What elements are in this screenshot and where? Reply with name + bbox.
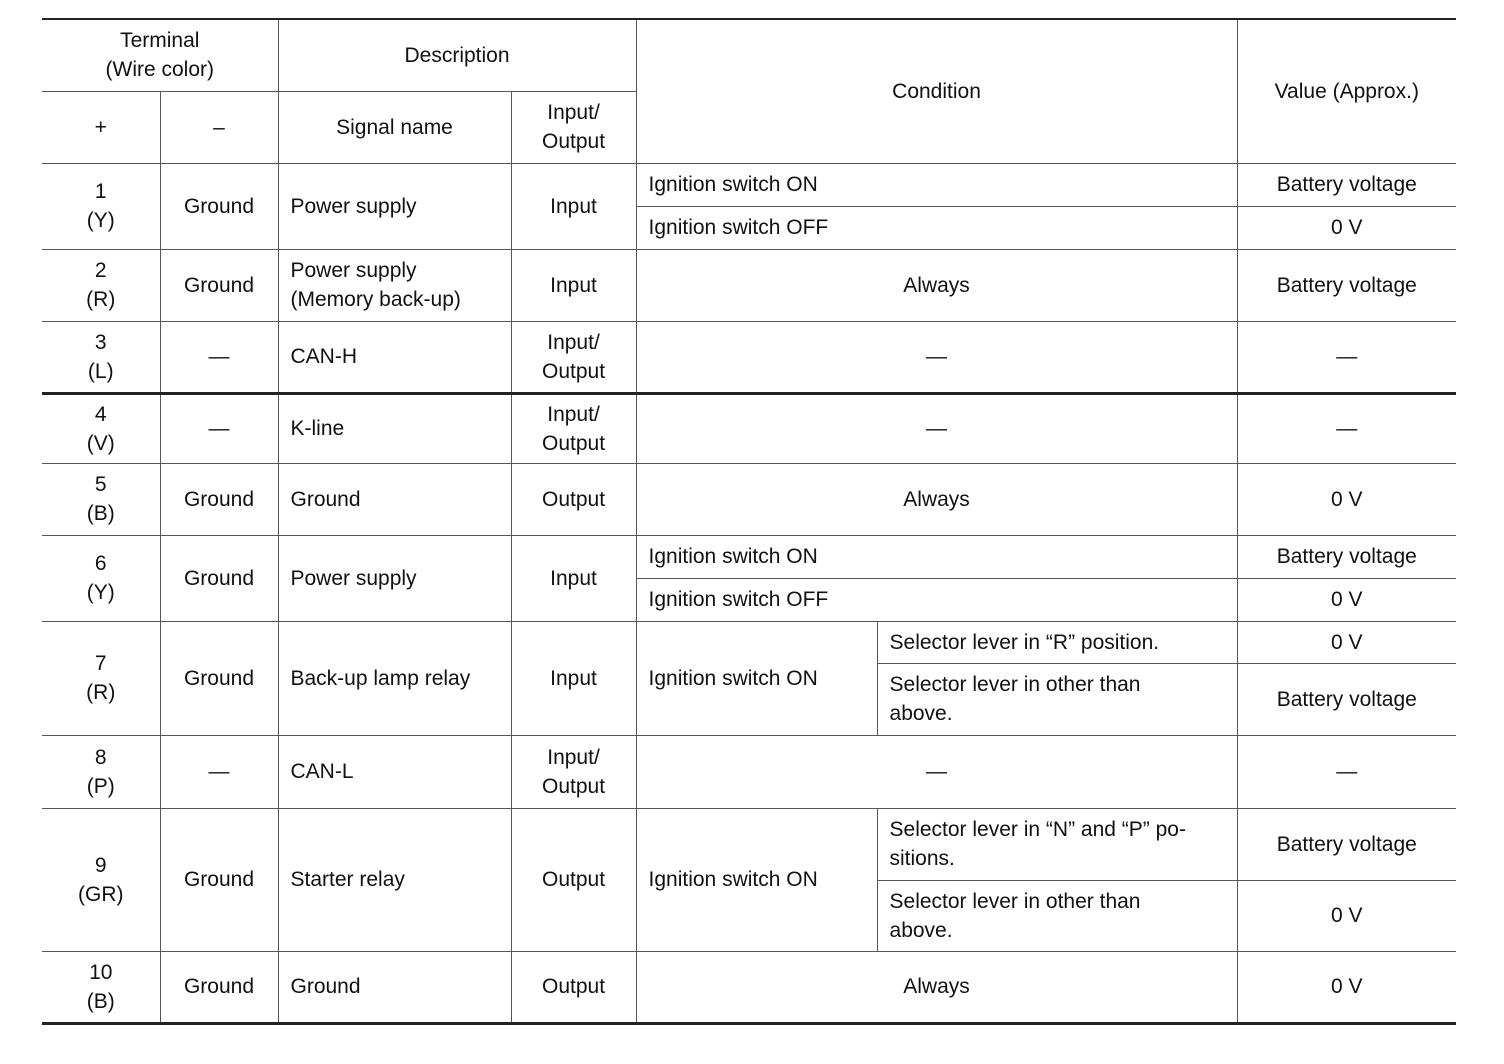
ground-cell: Ground	[160, 951, 278, 1023]
sub-condition-cell: Selector lever in other than above.	[877, 663, 1237, 735]
signal-cell: Power supply (Memory back-up)	[278, 249, 511, 321]
terminal-spec-table	[42, 18, 1456, 1025]
condition-cell: Always	[636, 249, 1237, 321]
header-plus: +	[42, 91, 160, 163]
ground-cell: Ground	[160, 249, 278, 321]
io-cell: Input/ Output	[511, 393, 636, 463]
io-cell: Input	[511, 249, 636, 321]
value-cell: Battery voltage	[1237, 535, 1456, 578]
ground-cell: Ground	[160, 621, 278, 735]
header-value: Value (Approx.)	[1237, 19, 1456, 163]
table-row	[42, 163, 1456, 206]
terminal-cell: 9 (GR)	[42, 808, 160, 951]
value-cell: 0 V	[1237, 951, 1456, 1023]
signal-cell: Ground	[278, 951, 511, 1023]
value-cell: 0 V	[1237, 463, 1456, 535]
condition-cell: Ignition switch OFF	[636, 578, 1237, 621]
ground-cell: Ground	[160, 163, 278, 249]
table-row	[42, 951, 1456, 1023]
condition-cell: Ignition switch ON	[636, 621, 877, 735]
signal-cell: Power supply	[278, 163, 511, 249]
io-cell: Input	[511, 621, 636, 735]
signal-cell: Starter relay	[278, 808, 511, 951]
sub-condition-cell: Selector lever in other than above.	[877, 880, 1237, 951]
terminal-cell: 7 (R)	[42, 621, 160, 735]
condition-cell: Ignition switch ON	[636, 535, 1237, 578]
value-cell: —	[1237, 321, 1456, 393]
header-io: Input/ Output	[511, 91, 636, 163]
io-cell: Output	[511, 808, 636, 951]
signal-cell: K-line	[278, 393, 511, 463]
condition-cell: Ignition switch ON	[636, 808, 877, 951]
io-cell: Output	[511, 951, 636, 1023]
terminal-cell: 6 (Y)	[42, 535, 160, 621]
io-cell: Input/ Output	[511, 321, 636, 393]
signal-cell: Ground	[278, 463, 511, 535]
header-row-1	[42, 19, 1456, 91]
table-row	[42, 463, 1456, 535]
table-row	[42, 321, 1456, 393]
io-cell: Input	[511, 163, 636, 249]
table-row	[42, 808, 1456, 880]
condition-cell: Always	[636, 951, 1237, 1023]
ground-cell: —	[160, 393, 278, 463]
ground-cell: Ground	[160, 463, 278, 535]
condition-cell: Always	[636, 463, 1237, 535]
value-cell: 0 V	[1237, 206, 1456, 249]
terminal-cell: 10 (B)	[42, 951, 160, 1023]
condition-cell: Ignition switch OFF	[636, 206, 1237, 249]
sub-condition-cell: Selector lever in “N” and “P” po- sitions.	[877, 808, 1237, 880]
header-signal-name: Signal name	[278, 91, 511, 163]
terminal-cell: 3 (L)	[42, 321, 160, 393]
ground-cell: Ground	[160, 535, 278, 621]
table-row	[42, 535, 1456, 578]
signal-cell: Power supply	[278, 535, 511, 621]
terminal-cell: 2 (R)	[42, 249, 160, 321]
ground-cell: —	[160, 735, 278, 808]
value-cell: —	[1237, 393, 1456, 463]
terminal-cell: 4 (V)	[42, 393, 160, 463]
condition-cell: —	[636, 321, 1237, 393]
table-row	[42, 621, 1456, 663]
value-cell: 0 V	[1237, 578, 1456, 621]
io-cell: Input/ Output	[511, 735, 636, 808]
header-condition: Condition	[636, 19, 1237, 163]
signal-cell: Back-up lamp relay	[278, 621, 511, 735]
value-cell: 0 V	[1237, 880, 1456, 951]
header-minus: –	[160, 91, 278, 163]
value-cell: Battery voltage	[1237, 808, 1456, 880]
header-description: Description	[278, 19, 636, 91]
ground-cell: Ground	[160, 808, 278, 951]
table-row	[42, 735, 1456, 808]
condition-cell: —	[636, 735, 1237, 808]
table-row	[42, 249, 1456, 321]
value-cell: 0 V	[1237, 621, 1456, 663]
header-terminal: Terminal (Wire color)	[42, 19, 278, 91]
value-cell: —	[1237, 735, 1456, 808]
condition-cell: Ignition switch ON	[636, 163, 1237, 206]
terminal-cell: 1 (Y)	[42, 163, 160, 249]
io-cell: Output	[511, 463, 636, 535]
ground-cell: —	[160, 321, 278, 393]
terminal-cell: 8 (P)	[42, 735, 160, 808]
io-cell: Input	[511, 535, 636, 621]
terminal-cell: 5 (B)	[42, 463, 160, 535]
signal-cell: CAN-H	[278, 321, 511, 393]
condition-cell: —	[636, 393, 1237, 463]
value-cell: Battery voltage	[1237, 163, 1456, 206]
sub-condition-cell: Selector lever in “R” position.	[877, 621, 1237, 663]
signal-cell: CAN-L	[278, 735, 511, 808]
value-cell: Battery voltage	[1237, 249, 1456, 321]
table-row	[42, 393, 1456, 463]
value-cell: Battery voltage	[1237, 663, 1456, 735]
